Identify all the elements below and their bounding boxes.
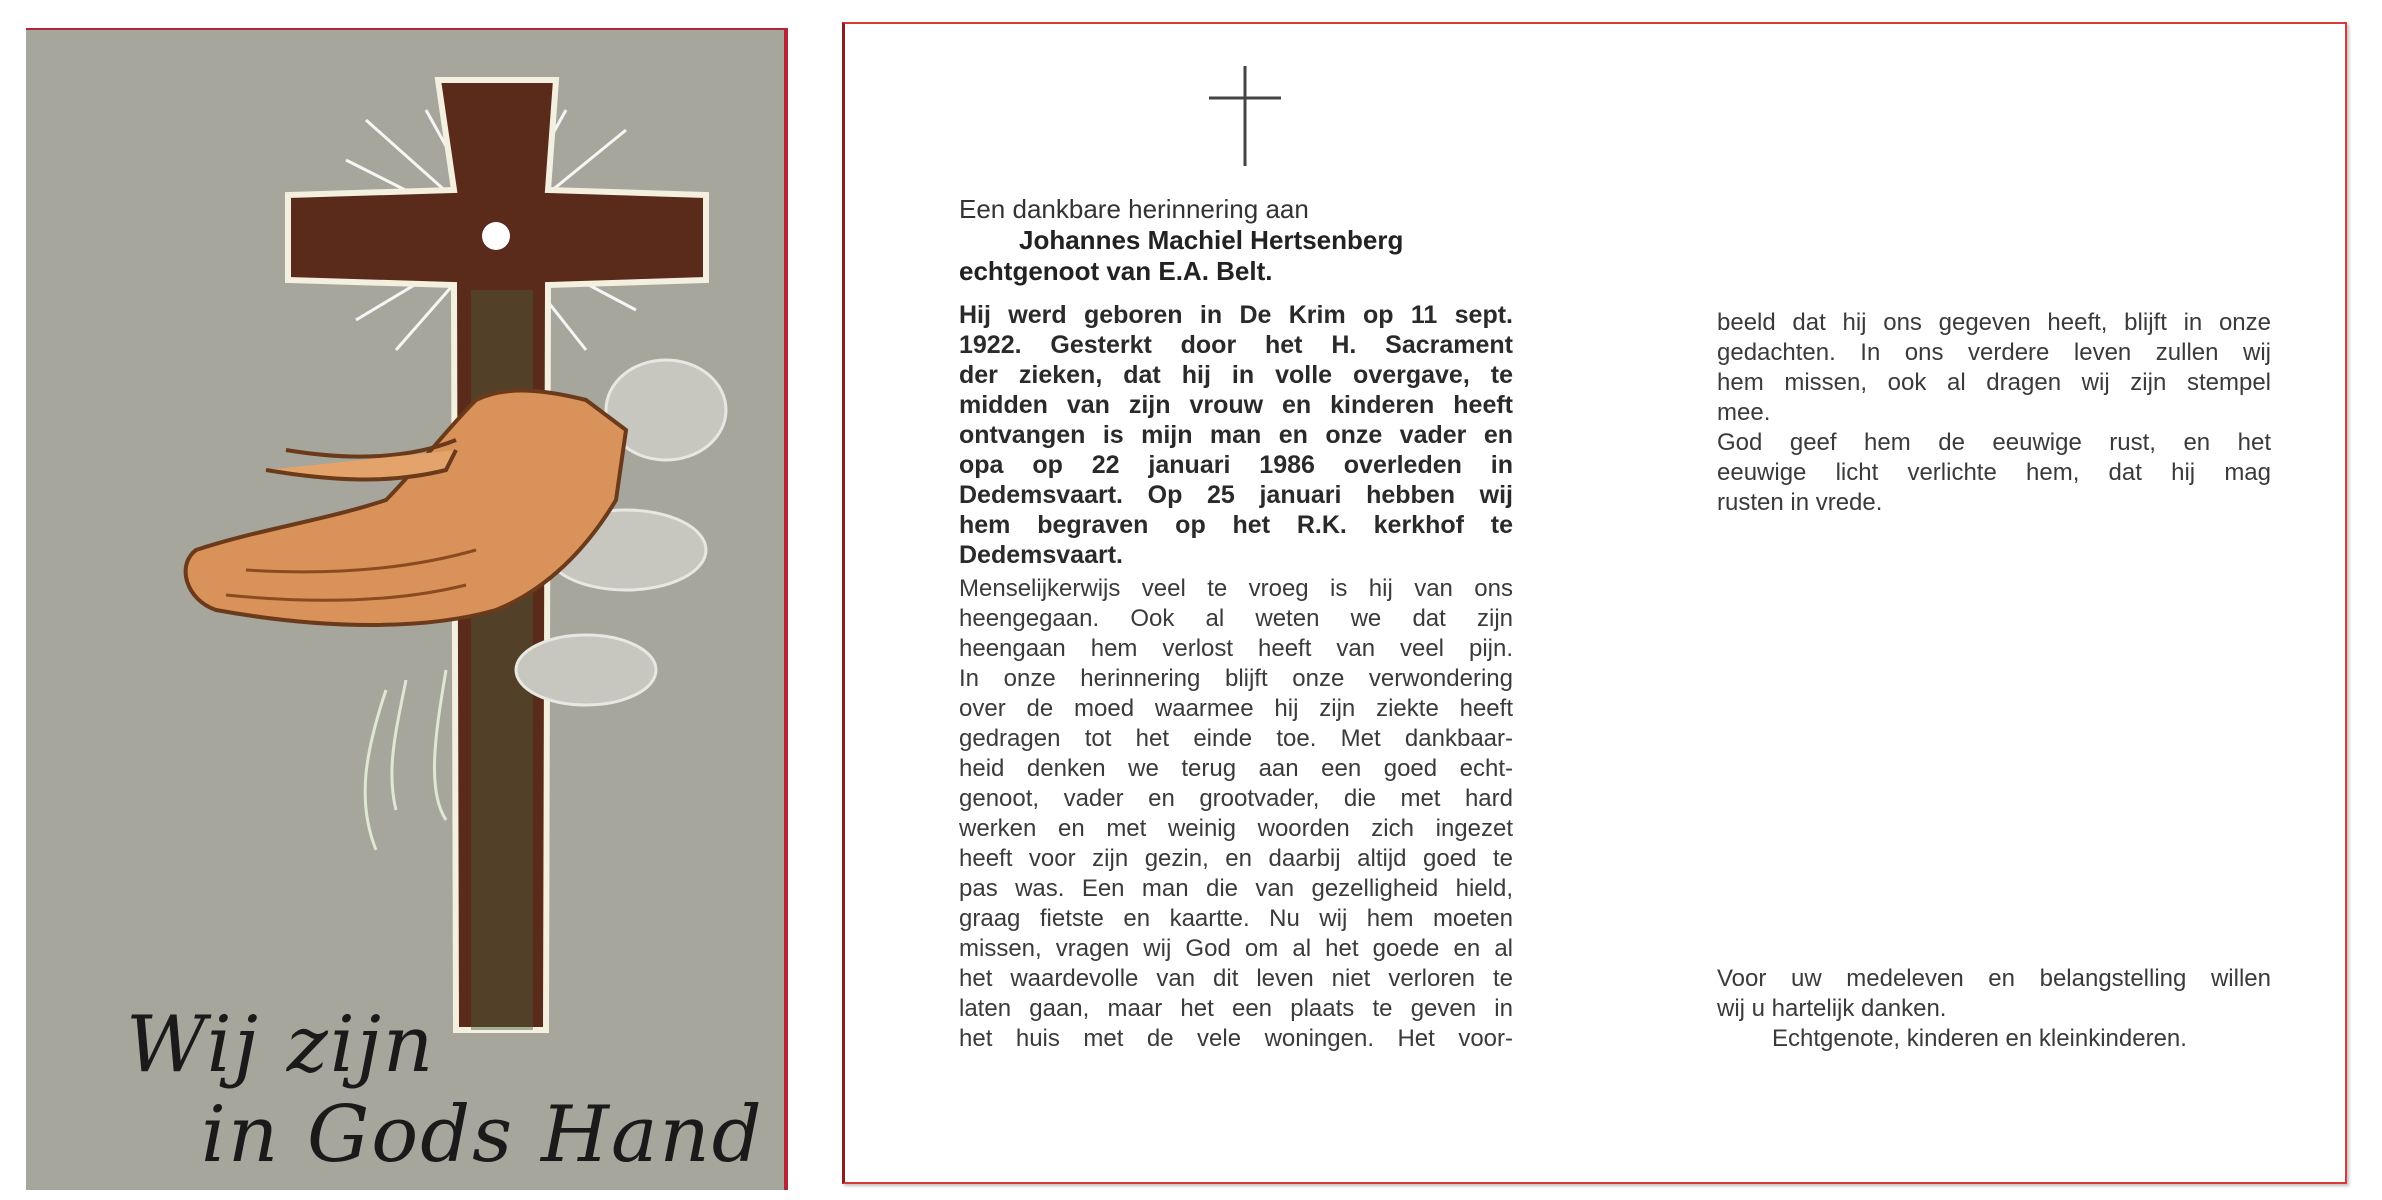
motto-line-1: Wij zijn: [126, 1000, 436, 1090]
story-line: laten gaan, maar het een plaats te geven in: [959, 995, 1513, 1022]
continuation-line: mee.: [1717, 399, 1771, 426]
story-line: graag fietste en kaartte. Nu wij hem moeten: [959, 905, 1513, 932]
story-line: heid denken we terug aan een goed echt-: [959, 755, 1513, 782]
motto-line-2: in Gods Hand: [201, 1090, 764, 1180]
prayer-line: rusten in vrede.: [1717, 489, 1883, 516]
bio-line: midden van zijn vrouw en kinderen heeft: [959, 391, 1513, 419]
story-line: missen, vragen wij God om al het goede en al: [959, 935, 1513, 962]
thanks-block: [1717, 964, 2271, 1054]
bio-line: der zieken, dat hij in volle overgave, te: [959, 361, 1513, 389]
deceased-name: Johannes Machiel Hertsenberg: [1019, 225, 1404, 255]
continuation-line: gedachten. In ons verdere leven zullen wij: [1717, 339, 2271, 366]
open-hand-icon: [186, 391, 626, 625]
bio-line: ontvangen is mijn man en onze vader en: [959, 421, 1513, 449]
bio-line: 1922. Gesterkt door het H. Sacrament: [959, 331, 1513, 359]
story-line: het waardevolle van dit leven niet verloren te: [959, 965, 1513, 992]
prayer-line: eeuwige licht verlichte hem, dat hij mag: [1717, 459, 2271, 486]
story-line: In onze herinnering blijft onze verwondering: [959, 665, 1513, 692]
memorial-text: [959, 574, 1513, 1054]
continuation-line: beeld dat hij ons gegeven heeft, blijft in onze: [1717, 309, 2271, 336]
thanks-line: Voor uw medeleven en belangstelling willen: [1717, 965, 2271, 992]
story-line: werken en met weinig woorden zich ingezet: [959, 815, 1513, 842]
bio-line: Dedemsvaart. Op 25 januari hebben wij: [959, 481, 1513, 509]
bio-line: opa op 22 januari 1986 overleden in: [959, 451, 1513, 479]
spouse-line: echtgenoot van E.A. Belt.: [959, 256, 1273, 286]
story-line: genoot, vader en grootvader, die met hard: [959, 785, 1513, 812]
bio-line: hem begraven op het R.K. kerkhof te: [959, 511, 1513, 539]
story-line: het huis met de vele woningen. Het voor-: [959, 1025, 1513, 1052]
family-signature: Echtgenote, kinderen en kleinkinderen.: [1772, 1025, 2187, 1052]
front-card: [26, 28, 788, 1190]
story-line: heengegaan. Ook al weten we dat zijn: [959, 605, 1513, 632]
prayer-line: God geef hem de eeuwige rust, en het: [1717, 429, 2271, 456]
intro-line: Een dankbare herinnering aan: [959, 194, 1309, 224]
intro-block: [959, 194, 1403, 287]
story-line: Menselijkerwijs veel te vroeg is hij van ons: [959, 575, 1513, 602]
memorial-text-continued: [1717, 308, 2271, 518]
small-cross-icon: [1205, 62, 1285, 172]
thanks-line: wij u hartelijk danken.: [1717, 995, 1947, 1022]
bio-line: Dedemsvaart.: [959, 541, 1123, 569]
grass-icon: [365, 670, 446, 850]
story-line: over de moed waarmee hij zijn ziekte heeft: [959, 695, 1513, 722]
bio-line: Hij werd geboren in De Krim op 11 sept.: [959, 301, 1513, 329]
story-line: heengaan hem verlost heeft van veel pijn.: [959, 635, 1513, 662]
story-line: gedragen tot het einde toe. Met dankbaar-: [959, 725, 1513, 752]
biography: [959, 300, 1513, 570]
story-line: heeft voor zijn gezin, en daarbij altijd goed te: [959, 845, 1513, 872]
story-line: pas was. Een man die van gezelligheid hield,: [959, 875, 1513, 902]
continuation-line: hem missen, ook al dragen wij zijn stempel: [1717, 369, 2271, 396]
inner-card: [842, 22, 2347, 1184]
